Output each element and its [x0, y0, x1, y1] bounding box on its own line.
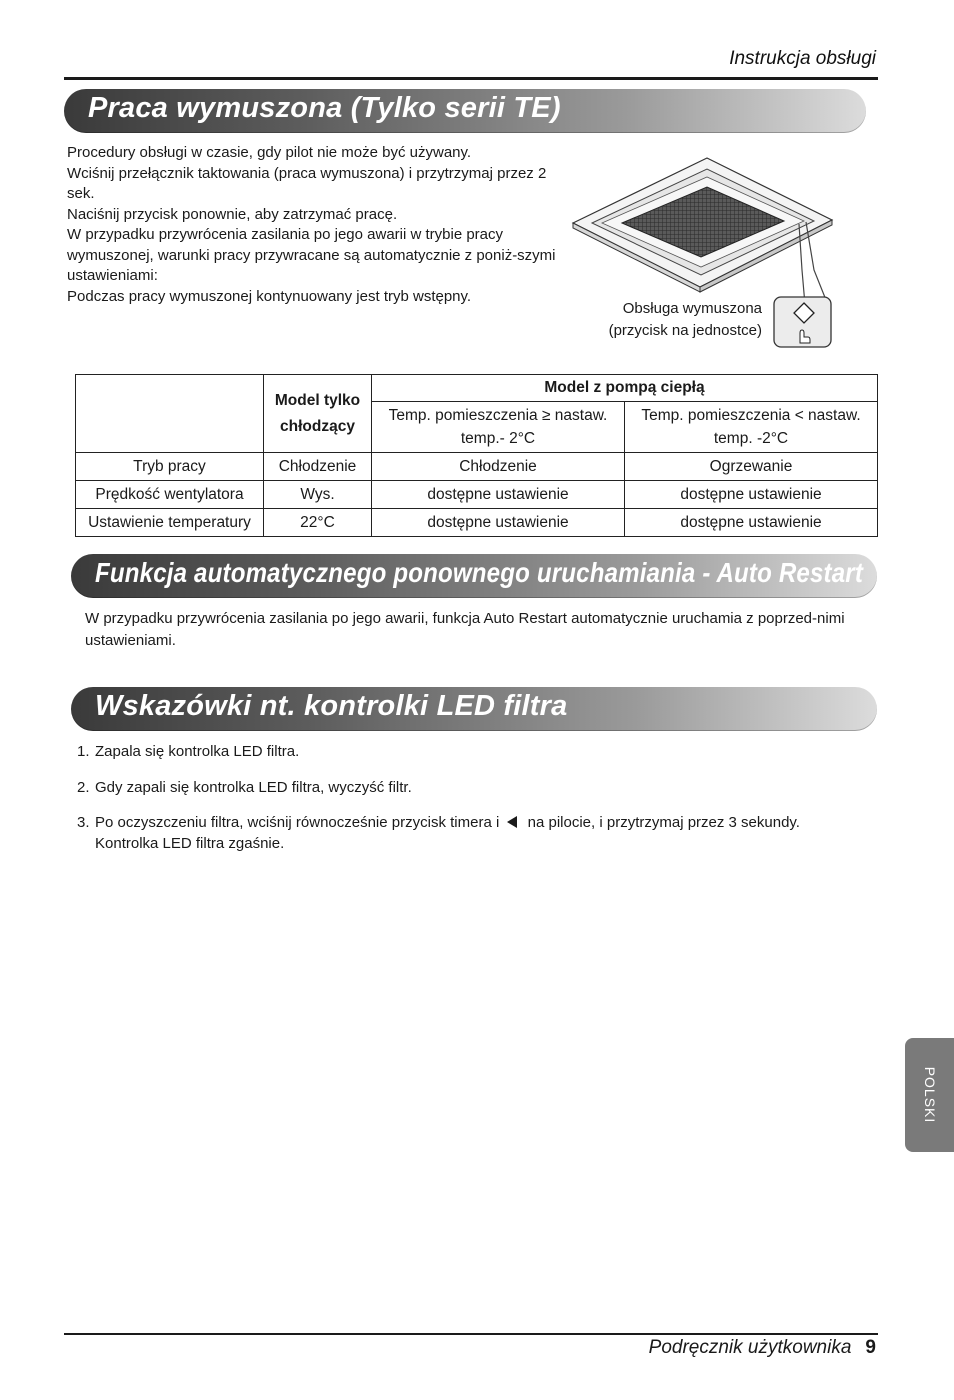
table-row: [76, 481, 878, 509]
subheader-temp-lt: Temp. pomieszczenia < nastaw. temp. -2°C: [625, 402, 878, 453]
language-label: POLSKI: [921, 1066, 938, 1124]
intro-line: W przypadku przywrócenia zasilania po jego awarii w trybie pracy wymuszonej, warunki pracy przywracane są automatycznie z poniż-szymi ustawieniami:: [67, 226, 556, 284]
section-title: Funkcja automatycznego ponownego uruchamiania - Auto Restart: [95, 557, 864, 588]
footer-title: Podręcznik użytkownika: [648, 1337, 852, 1358]
step-text: Po oczyszczeniu filtra, wciśnij równocześnie przycisk timera i: [95, 814, 500, 831]
header-cooling-only: Model tylko chłodzący: [264, 375, 372, 453]
subheader-temp-ge: Temp. pomieszczenia ≥ nastaw. temp.- 2°C: [372, 402, 625, 453]
heatpump-ge-value: Chłodzenie: [372, 453, 625, 481]
heatpump-ge-value: dostępne ustawienie: [372, 481, 625, 509]
step-number: 2.: [77, 779, 90, 796]
table-row: [76, 509, 878, 537]
header-rule: [64, 77, 878, 80]
heatpump-lt-value: dostępne ustawienie: [625, 509, 878, 537]
row-label: Tryb pracy: [76, 453, 264, 481]
row-label: Ustawienie temperatury: [76, 509, 264, 537]
caption-line: Obsługa wymuszona: [622, 300, 762, 317]
intro-line: Naciśnij przycisk ponownie, aby zatrzymać pracę.: [67, 205, 398, 223]
row-label: Prędkość wentylatora: [76, 481, 264, 509]
cooling-value: Chłodzenie: [264, 453, 372, 481]
intro-line: Procedury obsługi w czasie, gdy pilot nie może być używany.: [67, 144, 472, 161]
section-title: Praca wymuszona (Tylko serii TE): [88, 92, 561, 124]
step-number: 1.: [77, 743, 90, 760]
section-banner-filter-led: [71, 687, 877, 731]
intro-line: Wciśnij przełącznik taktowania (praca wymuszona) i przytrzymaj przez 2 sek.: [67, 164, 547, 202]
forced-operation-table: [75, 374, 878, 537]
table-corner-cell: [76, 375, 264, 453]
footer-rule: [64, 1333, 878, 1335]
step-number: 3.: [77, 814, 90, 831]
language-tab: [905, 1038, 954, 1152]
step-text: Kontrolka LED filtra zgaśnie.: [95, 835, 285, 852]
page-number: 9: [865, 1337, 876, 1358]
heatpump-lt-value: Ogrzewanie: [625, 453, 878, 481]
heatpump-lt-value: dostępne ustawienie: [625, 481, 878, 509]
heatpump-ge-value: dostępne ustawienie: [372, 509, 625, 537]
intro-line: Podczas pracy wymuszonej kontynuowany jest tryb wstępny.: [67, 287, 472, 305]
auto-restart-text: W przypadku przywrócenia zasilania po jego awarii, funkcja Auto Restart automatycznie uruchamia z poprzed-nimi ustawieniami.: [85, 610, 845, 649]
caption-line: (przycisk na jednostce): [608, 322, 762, 339]
section-banner-auto-restart: [71, 554, 877, 598]
header-heat-pump: Model z pompą ciepłą: [372, 375, 878, 402]
step-text: Gdy zapali się kontrolka LED filtra, wyczyść filtr.: [95, 779, 412, 796]
forced-operation-intro: [67, 143, 557, 307]
cooling-value: 22°C: [264, 509, 372, 537]
forced-button-caption: [586, 298, 762, 342]
footer: [649, 1337, 876, 1359]
step-text: Zapala się kontrolka LED filtra.: [95, 743, 300, 760]
section-banner-forced-operation: [64, 89, 866, 133]
left-triangle-icon: [507, 816, 517, 828]
section-title: Wskazówki nt. kontrolki LED filtra: [95, 690, 568, 722]
cooling-value: Wys.: [264, 481, 372, 509]
table-row: [76, 453, 878, 481]
document-header-title: Instrukcja obsługi: [729, 48, 876, 69]
step-text: na pilocie, i przytrzymaj przez 3 sekundy.: [527, 814, 800, 831]
